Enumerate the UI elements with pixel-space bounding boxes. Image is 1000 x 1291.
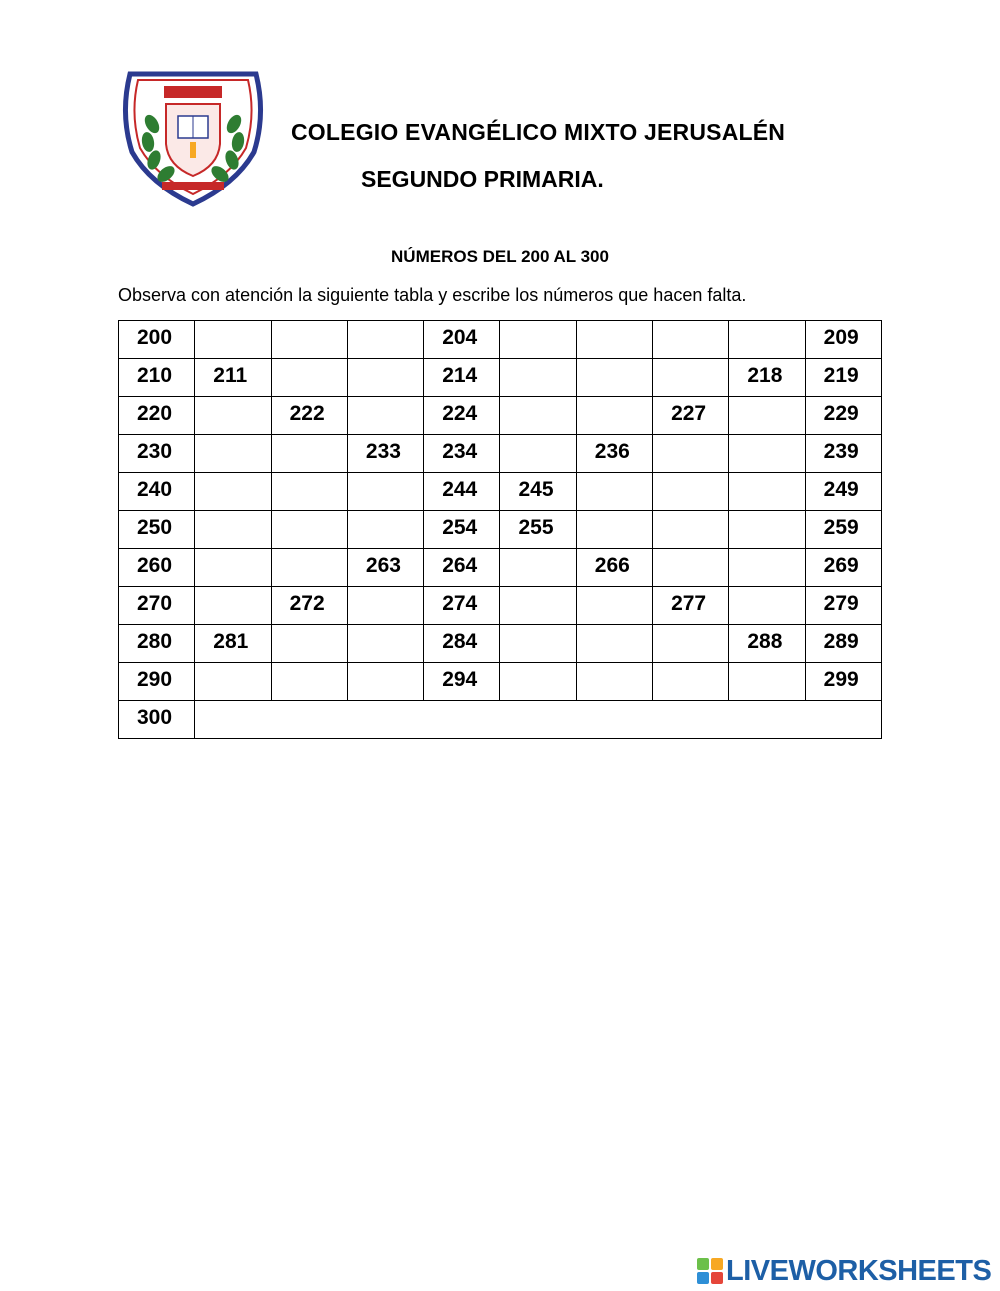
grid-number: 239 (805, 435, 881, 473)
grid-number: 211 (195, 359, 271, 397)
liveworksheets-brand (697, 1253, 991, 1289)
blank-answer-cell[interactable] (195, 473, 271, 511)
grid-number: 230 (119, 435, 195, 473)
grid-number: 274 (424, 587, 500, 625)
grid-number: 233 (347, 435, 423, 473)
blank-answer-cell[interactable] (729, 397, 805, 435)
blank-answer-cell[interactable] (347, 359, 423, 397)
blank-answer-cell[interactable] (195, 435, 271, 473)
grid-number: 269 (805, 549, 881, 587)
blank-answer-cell[interactable] (653, 549, 729, 587)
blank-answer-cell[interactable] (271, 473, 347, 511)
worksheet-instructions: Observa con atención la siguiente tabla y escribe los números que hacen falta. (118, 285, 747, 305)
blank-answer-cell[interactable] (347, 473, 423, 511)
blank-answer-cell[interactable] (271, 321, 347, 359)
blank-answer-cell[interactable] (576, 473, 652, 511)
grid-row-final (119, 701, 882, 739)
blank-answer-cell[interactable] (500, 625, 576, 663)
grid-number: 220 (119, 397, 195, 435)
blank-answer-cell[interactable] (576, 587, 652, 625)
grid-number: 281 (195, 625, 271, 663)
grid-number: 272 (271, 587, 347, 625)
blank-answer-cell[interactable] (500, 435, 576, 473)
grid-number: 294 (424, 663, 500, 701)
grid-number: 288 (729, 625, 805, 663)
number-grid (118, 320, 882, 739)
brand-name: LIVEWORKSHEETS (726, 1254, 992, 1287)
grid-number: 299 (805, 663, 881, 701)
blank-answer-cell[interactable] (500, 321, 576, 359)
grid-row (119, 511, 882, 549)
blank-answer-cell[interactable] (729, 663, 805, 701)
blank-answer-cell[interactable] (500, 663, 576, 701)
school-logo (118, 66, 268, 208)
blank-answer-cell[interactable] (653, 473, 729, 511)
grid-number: 209 (805, 321, 881, 359)
worksheet-title: NÚMEROS DEL 200 AL 300 (391, 247, 609, 266)
blank-answer-cell[interactable] (271, 663, 347, 701)
blank-answer-cell[interactable] (576, 397, 652, 435)
grid-number: 250 (119, 511, 195, 549)
grade-level: SEGUNDO PRIMARIA. (361, 166, 604, 192)
grid-number: 240 (119, 473, 195, 511)
grid-number: 249 (805, 473, 881, 511)
grid-row (119, 321, 882, 359)
grid-number: 259 (805, 511, 881, 549)
grid-number: 300 (119, 701, 195, 739)
grid-number: 289 (805, 625, 881, 663)
blank-answer-cell[interactable] (576, 625, 652, 663)
blank-answer-cell[interactable] (271, 625, 347, 663)
blank-answer-cell[interactable] (576, 321, 652, 359)
blank-answer-cell[interactable] (653, 359, 729, 397)
grid-number: 236 (576, 435, 652, 473)
blank-answer-cell[interactable] (653, 625, 729, 663)
blank-answer-cell[interactable] (729, 549, 805, 587)
grid-number: 219 (805, 359, 881, 397)
grid-row (119, 663, 882, 701)
grid-number: 279 (805, 587, 881, 625)
grid-empty-span (195, 701, 882, 739)
grid-number: 263 (347, 549, 423, 587)
grid-number: 224 (424, 397, 500, 435)
liveworksheets-logo-icon (697, 1258, 723, 1284)
blank-answer-cell[interactable] (500, 359, 576, 397)
blank-answer-cell[interactable] (500, 587, 576, 625)
blank-answer-cell[interactable] (347, 397, 423, 435)
grid-row (119, 359, 882, 397)
grid-number: 200 (119, 321, 195, 359)
blank-answer-cell[interactable] (195, 663, 271, 701)
blank-answer-cell[interactable] (653, 511, 729, 549)
blank-answer-cell[interactable] (500, 397, 576, 435)
grid-number: 245 (500, 473, 576, 511)
blank-answer-cell[interactable] (271, 435, 347, 473)
blank-answer-cell[interactable] (729, 511, 805, 549)
grid-row (119, 549, 882, 587)
blank-answer-cell[interactable] (653, 663, 729, 701)
blank-answer-cell[interactable] (271, 549, 347, 587)
grid-number: 255 (500, 511, 576, 549)
grid-number: 264 (424, 549, 500, 587)
grid-row (119, 473, 882, 511)
grid-number: 222 (271, 397, 347, 435)
grid-number: 290 (119, 663, 195, 701)
grid-number: 227 (653, 397, 729, 435)
grid-number: 270 (119, 587, 195, 625)
blank-answer-cell[interactable] (271, 511, 347, 549)
grid-number: 234 (424, 435, 500, 473)
grid-number: 280 (119, 625, 195, 663)
blank-answer-cell[interactable] (195, 511, 271, 549)
blank-answer-cell[interactable] (195, 549, 271, 587)
grid-number: 229 (805, 397, 881, 435)
blank-answer-cell[interactable] (195, 587, 271, 625)
grid-number: 260 (119, 549, 195, 587)
grid-row (119, 587, 882, 625)
grid-number: 254 (424, 511, 500, 549)
grid-row (119, 435, 882, 473)
blank-answer-cell[interactable] (347, 321, 423, 359)
blank-answer-cell[interactable] (347, 663, 423, 701)
blank-answer-cell[interactable] (729, 587, 805, 625)
grid-number: 277 (653, 587, 729, 625)
school-name: COLEGIO EVANGÉLICO MIXTO JERUSALÉN (291, 119, 786, 145)
blank-answer-cell[interactable] (729, 321, 805, 359)
blank-answer-cell[interactable] (195, 397, 271, 435)
grid-number: 244 (424, 473, 500, 511)
grid-number: 204 (424, 321, 500, 359)
blank-answer-cell[interactable] (347, 587, 423, 625)
blank-answer-cell[interactable] (347, 511, 423, 549)
blank-answer-cell[interactable] (576, 359, 652, 397)
blank-answer-cell[interactable] (576, 663, 652, 701)
grid-number: 284 (424, 625, 500, 663)
grid-row (119, 625, 882, 663)
grid-number: 218 (729, 359, 805, 397)
blank-answer-cell[interactable] (576, 511, 652, 549)
grid-row (119, 397, 882, 435)
blank-answer-cell[interactable] (347, 625, 423, 663)
blank-answer-cell[interactable] (729, 473, 805, 511)
blank-answer-cell[interactable] (500, 549, 576, 587)
blank-answer-cell[interactable] (653, 435, 729, 473)
blank-answer-cell[interactable] (729, 435, 805, 473)
blank-answer-cell[interactable] (653, 321, 729, 359)
blank-answer-cell[interactable] (271, 359, 347, 397)
grid-number: 210 (119, 359, 195, 397)
blank-answer-cell[interactable] (195, 321, 271, 359)
grid-number: 214 (424, 359, 500, 397)
grid-number: 266 (576, 549, 652, 587)
